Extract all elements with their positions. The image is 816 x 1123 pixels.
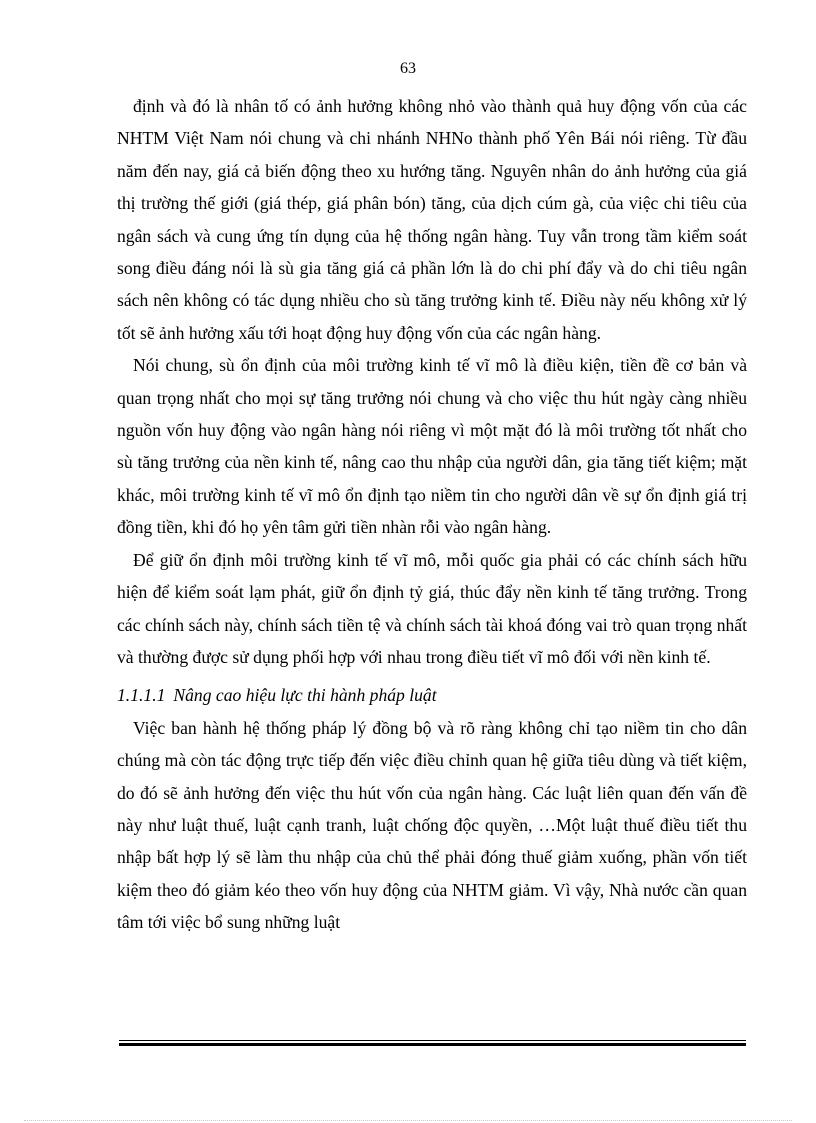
footer-rule-thin	[119, 1040, 746, 1041]
section-heading	[117, 679, 747, 711]
section-number: 1.1.1.1	[117, 685, 166, 706]
paragraph-macro-stability: định và đó là nhân tố có ảnh hưởng không nhỏ vào thành quả huy động vốn của các NHTM Việt Nam nói chung và chi nhánh NHNo thành phố Yên Bái nói riêng. Từ đầu năm đến nay, giá cả biến động theo xu hướng tăng. Nguyên nhân do ảnh hưởng của giá thị trường thế giới (giá thép, giá phân bón) tăng, của dịch cúm gà, của việc chi tiêu của ngân sách và cung ứng tín dụng của hệ thống ngân hàng. Tuy vẫn trong tầm kiểm soát song điều đáng nói là sù gia tăng giá cả phần lớn là do chi phí đẩy và do chi tiêu ngân sách nên không có tác dụng nhiều cho sù tăng trưởng kinh tế. Điều này nếu không xử lý tốt sẽ ảnh hưởng xấu tới hoạt động huy động vốn của các ngân hàng.	[117, 96, 747, 343]
page-number: 63	[400, 60, 416, 77]
paragraph-policy: Để giữ ổn định môi trường kinh tế vĩ mô, mỗi quốc gia phải có các chính sách hữu hiện để kiểm soát lạm phát, giữ ổn định tỷ giá, thúc đẩy nền kinh tế tăng trưởng. Trong các chính sách này, chính sách tiền tệ và chính sách tài khoá đóng vai trò quan trọng nhất và thường được sử dụng phối hợp với nhau trong điều tiết vĩ mô đối với nền kinh tế.	[117, 549, 747, 667]
section-title: Nâng cao hiệu lực thi hành pháp luật	[173, 685, 437, 706]
page-bottom-divider	[24, 1120, 792, 1121]
footer-rule-thick	[119, 1043, 746, 1046]
paragraph-macro-environment: Nói chung, sù ổn định của môi trường kinh tế vĩ mô là điều kiện, tiền đề cơ bản và quan trọng nhất cho mọi sự tăng trưởng nói chung và cho việc thu hút ngày càng nhiều nguồn vốn huy động vào ngân hàng nói riêng vì một mặt đó là môi trường tốt nhất cho sù tăng trưởng của nền kinh tế, nâng cao thu nhập của người dân, gia tăng tiết kiệm; mặt khác, môi trường kinh tế vĩ mô ổn định tạo niềm tin cho người dân về sự ổn định giá trị đồng tiền, khi đó họ yên tâm gửi tiền nhàn rỗi vào ngân hàng.	[117, 355, 747, 538]
footer-rule	[119, 1040, 746, 1046]
body-text	[117, 90, 747, 939]
paragraph-legal: Việc ban hành hệ thống pháp lý đồng bộ và rõ ràng không chỉ tạo niềm tin cho dân chúng mà còn tác động trực tiếp đến việc điều chỉnh quan hệ giữa tiêu dùng và tiết kiệm, do đó sẽ ảnh hưởng đến việc thu hút vốn của ngân hàng. Các luật liên quan đến vấn đề này như luật thuế, luật cạnh tranh, luật chống độc quyền, …Một luật thuế điều tiết thu nhập bất hợp lý sẽ làm thu nhập của chủ thể phải đóng thuế giảm xuống, phần vốn tiết kiệm theo đó giảm kéo theo vốn huy động của NHTM giảm. Vì vậy, Nhà nước cần quan tâm tới việc bổ sung những luật	[117, 717, 747, 933]
